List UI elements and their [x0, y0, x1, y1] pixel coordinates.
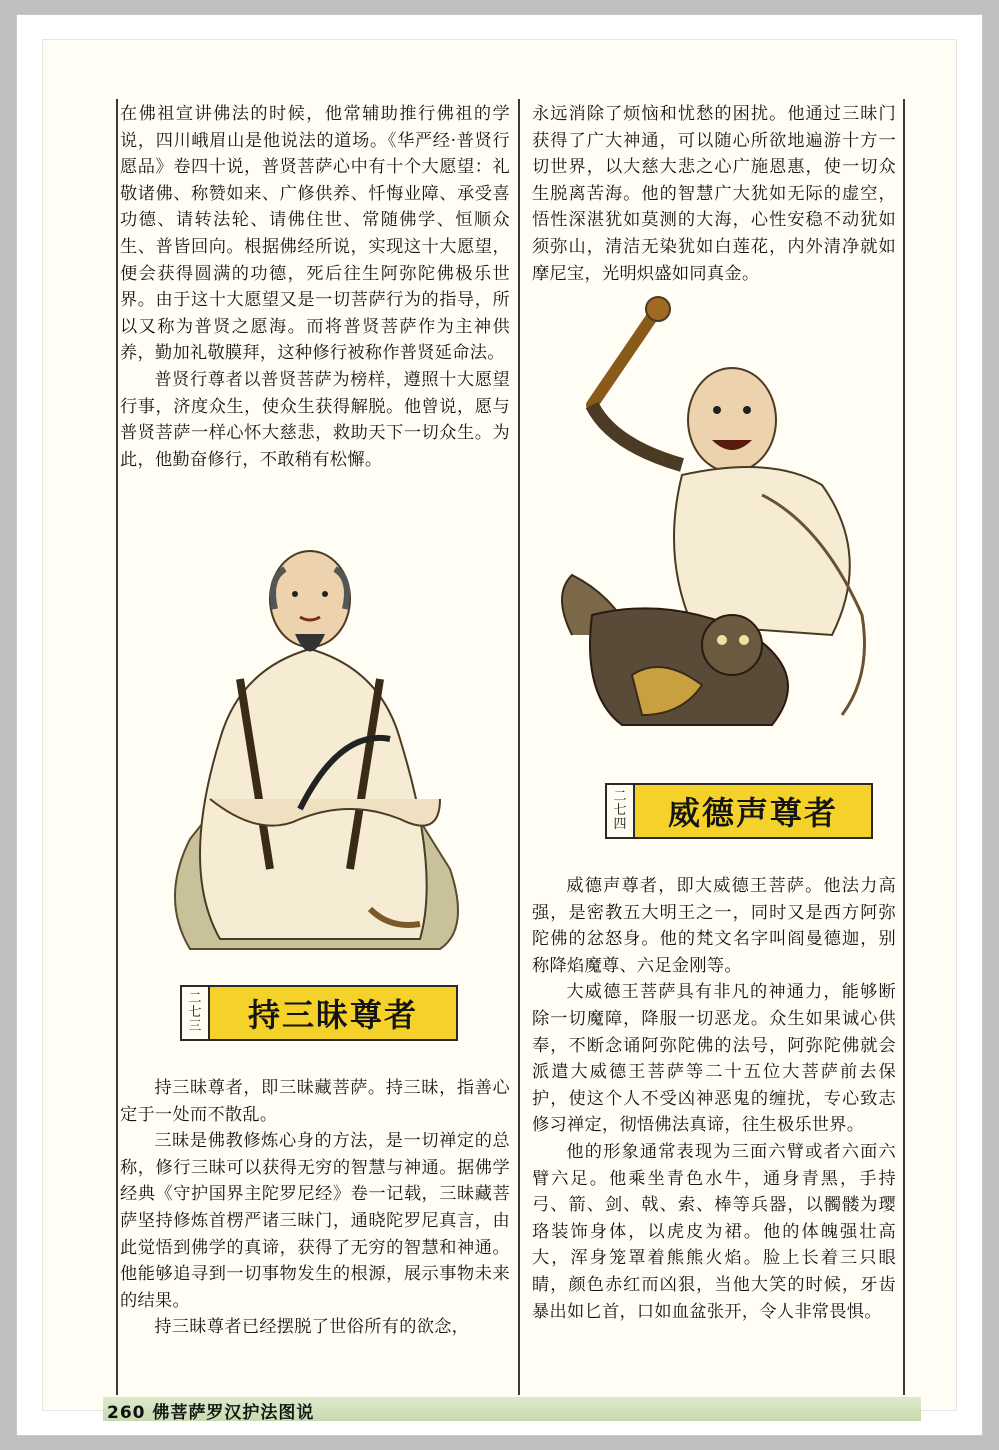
- right-column-rule: [903, 99, 905, 1395]
- left-column-text-top: [120, 101, 510, 473]
- page: [16, 14, 983, 1436]
- section-title-273: [180, 985, 458, 1041]
- section-name: 持三昧尊者: [210, 985, 458, 1041]
- right-column-text-top: [532, 101, 896, 287]
- paragraph: 他的形象通常表现为三面六臂或者六面六臂六足。他乘坐青色水牛，通身青黑，手持弓、箭、剑、戟、索、棒等兵器，以髑髅为璎珞装饰身体，以虎皮为裙。他的体魄强壮高大，浑身笼罩着熊熊火焰。脸上长着三只眼睛，颜色赤红而凶狠，当他大笑的时候，牙齿暴出如匕首，口如血盆张开，令人非常畏惧。: [532, 1141, 896, 1322]
- center-column-rule: [518, 99, 520, 1395]
- section-number: 二 七 四: [605, 783, 635, 839]
- page-number: 260: [107, 1403, 146, 1423]
- left-column-rule-left: [116, 99, 118, 1395]
- paragraph: 三昧是佛教修炼心身的方法，是一切禅定的总称，修行三昧可以获得无穷的智慧与神通。据佛学经典《守护国界主陀罗尼经》卷一记载，三昧藏菩萨坚持修炼首楞严诸三昧门，通晓陀罗尼真言，由此觉悟到佛学的真谛，获得了无穷的智慧和神通。他能够追寻到一切事物发生的根源，展示事物未来的结果。: [120, 1131, 510, 1311]
- paragraph: 普贤行尊者以普贤菩萨为榜样，遵照十大愿望行事，济度众生，使众生获得解脱。他曾说，愿与普贤菩萨一样心怀大慈悲，救助天下一切众生。为此，他勤奋修行，不敢稍有松懈。: [120, 369, 510, 470]
- paragraph: 永远消除了烦恼和忧愁的困扰。他通过三昧门获得了广大神通，可以随心所欲地遍游十方一切世界，以大慈大悲之心广施恩惠，使一切众生脱离苦海。他的智慧广大犹如无际的虚空，悟性深湛犹如莫测的大海，心性安稳不动犹如须弥山，清洁无染犹如白莲花，内外清净就如摩尼宝，光明炽盛如同真金。: [532, 104, 896, 284]
- paragraph: 大威德王菩萨具有非凡的神通力，能够断除一切魔障，降服一切恶龙。众生如果诚心供奉，不断念诵阿弥陀佛的法号，阿弥陀佛就会派遣大威德王菩萨等二十五位大菩萨前去保护，使这个人不受凶神恶鬼的缠扰，专心致志修习禅定，彻悟佛法真谛，往生极乐世界。: [532, 982, 896, 1136]
- section-name: 威德声尊者: [635, 783, 873, 839]
- left-column-text-bottom: [120, 1075, 510, 1341]
- section-title-274: [605, 783, 873, 839]
- page-footer: [103, 1397, 921, 1421]
- book-title: 佛菩萨罗汉护法图说: [152, 1403, 315, 1423]
- paragraph: 持三昧尊者已经摆脱了世俗所有的欲念，: [154, 1317, 470, 1338]
- section-number: 二 七 三: [180, 985, 210, 1041]
- footer-label: [107, 1398, 314, 1423]
- paragraph: 在佛祖宣讲佛法的时候，他常辅助推行佛祖的学说，四川峨眉山是他说法的道场。《华严经·普贤行愿品》卷四十说，普贤菩萨心中有十个大愿望：礼敬诸佛、称赞如来、广修供养、忏悔业障、承受喜功德、请转法轮、请佛住世、常随佛学、恒顺众生、普皆回向。根据佛经所说，实现这十大愿望，便会获得圆满的功德，死后往生阿弥陀佛极乐世界。由于这十大愿望又是一切菩萨行为的指导，所以又称为普贤之愿海。而将普贤菩萨作为主神供养，勤加礼敬膜拜，这种修行被称作普贤延命法。: [120, 104, 510, 364]
- right-column-text-bottom: [532, 873, 896, 1325]
- paragraph: 威德声尊者，即大威德王菩萨。他法力高强，是密教五大明王之一，同时又是西方阿弥陀佛的忿怒身。他的梵文名字叫阎曼德迦，别称降焰魔尊、六足金刚等。: [532, 876, 896, 976]
- arhat-figure-seated: [150, 539, 480, 959]
- arhat-figure-on-beast: [532, 295, 892, 735]
- page-inner: [42, 39, 957, 1411]
- paragraph: 持三昧尊者，即三昧藏菩萨。持三昧，指善心定于一处而不散乱。: [120, 1078, 510, 1125]
